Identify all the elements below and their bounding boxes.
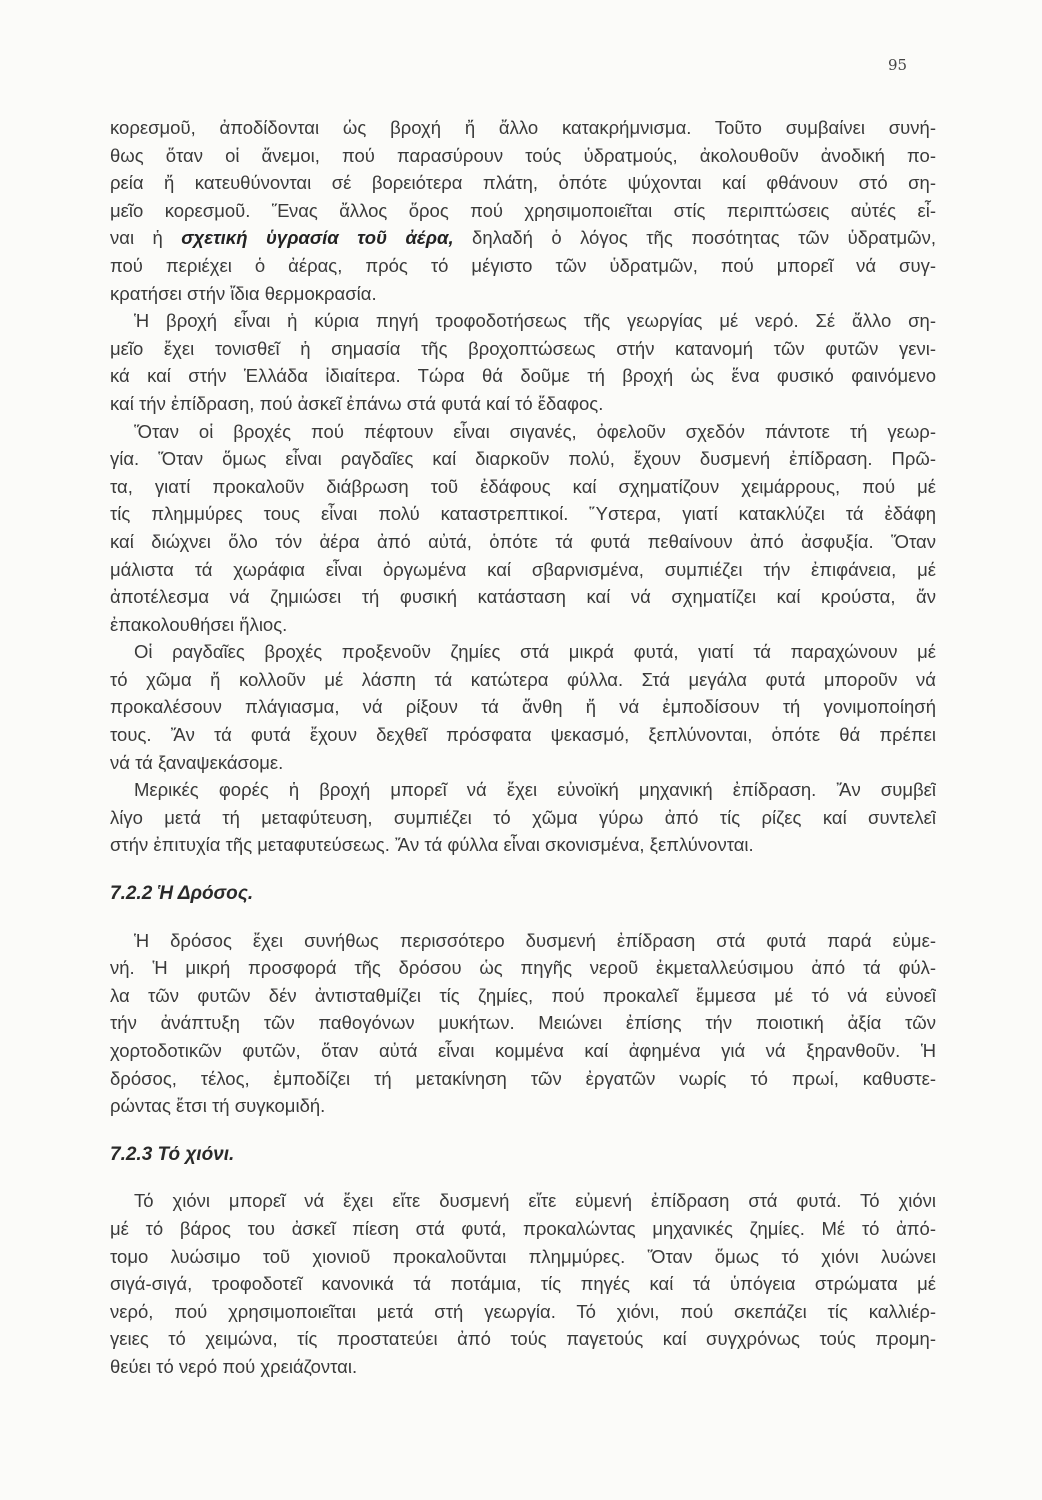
text-line: Τό χιόνι μπορεῖ νά ἔχει εἴτε δυσμενή εἴτε εὐμενή ἐπίδραση στά φυτά. Τό χιόνι <box>134 1190 936 1212</box>
text-line: μάλιστα τά χωράφια εἶναι ὀργωμένα καί σβαρνισμένα, συμπιέζει τήν ἐπιφάνεια, μέ <box>110 558 936 580</box>
text-line: τήν ἀνάπτυξη τῶν παθογόνων μυκήτων. Μειώνει ἐπίσης τήν ποιοτική ἀξία τῶν <box>110 1012 936 1034</box>
text-line: τα, γιατί προκαλοῦν διάβρωση τοῦ ἐδάφους καί σχηματίζουν χειμάρρους, πού μέ <box>110 475 936 497</box>
text-line: Ἡ δρόσος ἔχει συνήθως περισσότερο δυσμενή ἐπίδραση στά φυτά παρά εὐμε- <box>134 929 936 951</box>
text-line: μεῖο ἔχει τονισθεῖ ἡ σημασία τῆς βροχοπτώσεως στήν κατανομή τῶν φυτῶν γενι- <box>110 337 936 359</box>
page-number: 95 <box>888 56 908 74</box>
text-line: Ὅταν οἱ βροχές πού πέφτουν εἶναι σιγανές, ὀφελοῦν σχεδόν πάντοτε τή γεωρ- <box>134 420 936 442</box>
text-line: καί τήν ἐπίδραση, πού ἀσκεῖ ἐπάνω στά φυτά καί τό ἔδαφος. <box>110 392 604 414</box>
text-line: τίς πλημμύρες τους εἶναι πολύ καταστρεπτικοί. Ὕστερα, γιατί κατακλύζει τά ἐδάφη <box>110 503 936 525</box>
paragraph <box>110 1187 936 1380</box>
text-line: δρόσος, τέλος, ἐμποδίζει τή μετακίνηση τῶν ἐργατῶν νωρίς τό πρωί, καθυστε- <box>110 1067 936 1089</box>
text-line: σιγά-σιγά, τροφοδοτεῖ κανονικά τά ποτάμια, τίς πηγές καί τά ὑπόγεια στρώματα μέ <box>110 1273 936 1295</box>
emphasized-term: σχετική ὑγρασία τοῦ ἀέρα, <box>181 227 454 249</box>
paragraph <box>110 307 936 417</box>
paragraph <box>110 114 936 307</box>
text-segment: δηλαδή ὁ λόγος τῆς ποσότητας τῶν ὑδρατμῶν, <box>453 227 936 249</box>
page-body <box>110 114 936 1381</box>
text-line: στήν ἐπιτυχία τῆς μεταφυτεύσεως. Ἄν τά φύλλα εἶναι σκονισμένα, ξεπλύνονται. <box>110 834 754 856</box>
paragraph <box>110 776 936 859</box>
text-line: μέ τό βάρος του ἀσκεῖ πίεση στά φυτά, προκαλώντας μηχανικές ζημίες. Μέ τό ἀπό- <box>110 1217 936 1239</box>
text-line: ἐπακολουθήσει ἥλιος. <box>110 613 288 635</box>
text-line: Ἡ βροχή εἶναι ἡ κύρια πηγή τροφοδοτήσεως τῆς γεωργίας μέ νερό. Σέ ἄλλο ση- <box>134 310 936 332</box>
text-line: Μερικές φορές ἡ βροχή μπορεῖ νά ἔχει εὐνοϊκή μηχανική ἐπίδραση. Ἄν συμβεῖ <box>134 779 936 801</box>
text-line: κορεσμοῦ, ἀποδίδονται ὡς βροχή ἤ ἄλλο κατακρήμνισμα. Τοῦτο συμβαίνει συνή- <box>110 117 936 138</box>
text-line: τους. Ἄν τά φυτά ἔχουν δεχθεῖ πρόσφατα ψεκασμό, ξεπλύνονται, ὁπότε θά πρέπει <box>110 724 936 746</box>
text-line: προκαλέσουν πλάγιασμα, νά ρίξουν τά ἄνθη ἤ νά ἐμποδίσουν τή γονιμοποίησή <box>110 696 936 718</box>
paragraph <box>110 638 936 776</box>
text-line: τομο λυώσιμο τοῦ χιονιοῦ προκαλοῦνται πλημμύρες. Ὅταν ὅμως τό χιόνι λυώνει <box>110 1245 936 1267</box>
text-line: ἀποτέλεσμα νά ζημιώσει τή φυσική κατάσταση καί νά σχηματίζει καί κρούστα, ἄν <box>110 586 936 608</box>
text-line: θως ὅταν οἱ ἄνεμοι, πού παρασύρουν τούς ὑδρατμούς, ἀκολουθοῦν ἀνοδική πο- <box>110 144 936 166</box>
text-line: πού περιέχει ὁ ἀέρας, πρός τό μέγιστο τῶν ὑδρατμῶν, πού μπορεῖ νά συγ- <box>110 254 936 276</box>
text-line: γειες τό χειμώνα, τίς προστατεύει ἀπό τούς παγετούς καί συγχρόνως τούς προμη- <box>110 1328 936 1350</box>
section-heading: 7.2.3 Τό χιόνι. <box>110 1143 235 1165</box>
text-line: Οἱ ραγδαῖες βροχές προξενοῦν ζημίες στά μικρά φυτά, γιατί τά παραχώνουν μέ <box>134 641 936 663</box>
text-line: νερό, πού χρησιμοποιεῖται μετά στή γεωργία. Τό χιόνι, πού σκεπάζει τίς καλλιέρ- <box>110 1300 936 1322</box>
text-line: λα τῶν φυτῶν δέν ἀντισταθμίζει τίς ζημίες, πού προκαλεῖ ἔμμεσα μέ τό νά εὐνοεῖ <box>110 984 936 1006</box>
text-line <box>110 224 936 252</box>
text-line: κά καί στήν Ἑλλάδα ἰδιαίτερα. Τώρα θά δοῦμε τή βροχή ὡς ἕνα φυσικό φαινόμενο <box>110 365 936 387</box>
text-line: νή. Ἡ μικρή προσφορά τῆς δρόσου ὡς πηγῆς νεροῦ ἐκμεταλλεύσιμου ἀπό τά φύλ- <box>110 957 936 979</box>
section-heading: 7.2.2 Ἡ Δρόσος. <box>110 883 254 905</box>
text-line: κρατήσει στήν ἴδια θερμοκρασία. <box>110 282 377 304</box>
text-line: τό χῶμα ἤ κολλοῦν μέ λάσπη τά κατώτερα φύλλα. Στά μεγάλα φυτά μποροῦν νά <box>110 668 936 690</box>
text-line: ρεία ἤ κατευθύνονται σέ βορειότερα πλάτη, ὁπότε ψύχονται καί φθάνουν στό ση- <box>110 172 936 194</box>
text-line: καί διώχνει ὅλο τόν ἀέρα ἀπό αὐτά, ὁπότε τά φυτά πεθαίνουν ἀπό ἀσφυξία. Ὅταν <box>110 530 936 552</box>
paragraph <box>110 927 936 1120</box>
paragraph <box>110 418 936 639</box>
text-line: θεύει τό νερό πού χρειάζονται. <box>110 1355 358 1377</box>
text-segment: ναι ἡ <box>110 227 182 249</box>
text-line: μεῖο κορεσμοῦ. Ἕνας ἄλλος ὅρος πού χρησιμοποιεῖται στίς περιπτώσεις αὐτές εἶ- <box>110 199 936 221</box>
text-line: λίγο μετά τή μεταφύτευση, συμπιέζει τό χῶμα γύρω ἀπό τίς ρίζες καί συντελεῖ <box>110 806 936 828</box>
text-line: ρώντας ἔτσι τή συγκομιδή. <box>110 1095 326 1117</box>
text-line: γία. Ὅταν ὅμως εἶναι ραγδαῖες καί διαρκοῦν πολύ, ἔχουν δυσμενή ἐπίδραση. Πρῶ- <box>110 448 936 470</box>
text-line: χορτοδοτικῶν φυτῶν, ὅταν αὐτά εἶναι κομμένα καί ἀφημένα γιά νά ξηρανθοῦν. Ἡ <box>110 1040 936 1061</box>
text-line: νά τά ξαναψεκάσομε. <box>110 751 284 773</box>
